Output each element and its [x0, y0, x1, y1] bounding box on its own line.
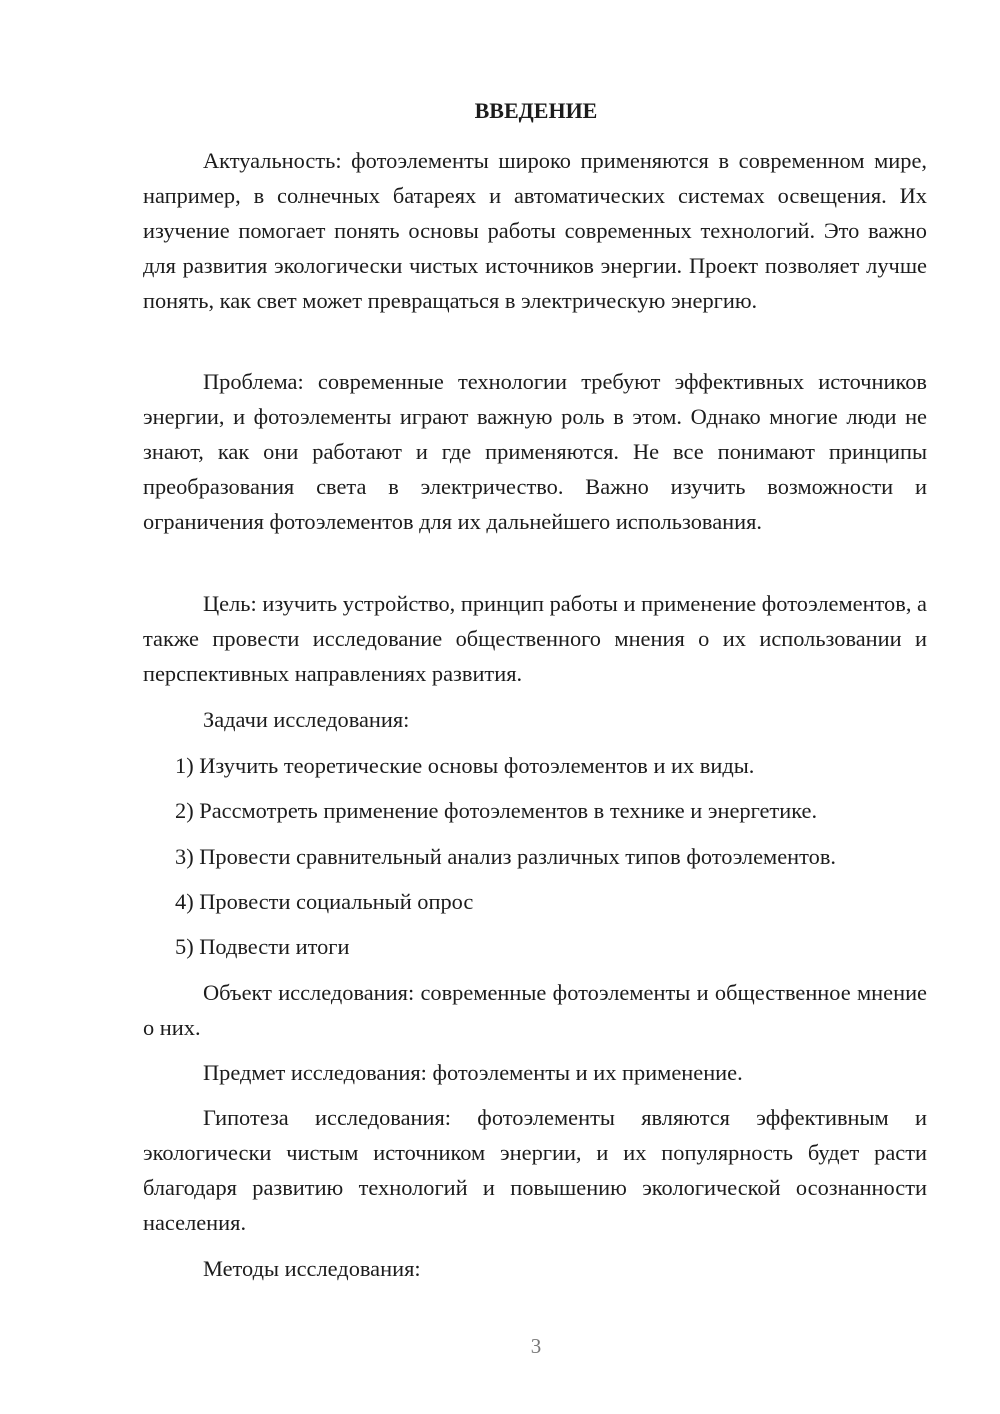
- relevance-paragraph: Актуальность: фотоэлементы широко применяются в современном мире, например, в солнечных батареях и автоматических системах освещения. Их изучение помогает понять основы работы современных технологий. Это важно для развития экологически чистых источников энергии. Проект позволяет лучше понять, как свет может превращаться в электрическую энергию.: [143, 148, 927, 313]
- task-item: 1) Изучить теоретические основы фотоэлементов и их виды.: [175, 753, 755, 778]
- tasks-title: Задачи исследования:: [203, 707, 410, 732]
- problem-paragraph: Проблема: современные технологии требуют эффективных источников энергии, и фотоэлементы играют важную роль в этом. Однако многие люди не знают, как они работают и где применяются. Не все понимают принципы преобразования света в электричество. Важно изучить возможности и ограничения фотоэлементов для их дальнейшего использования.: [143, 369, 927, 534]
- task-item: 5) Подвести итоги: [175, 934, 350, 959]
- section-heading: ВВЕДЕНИЕ: [474, 98, 598, 123]
- subject-paragraph: Предмет исследования: фотоэлементы и их применение.: [203, 1060, 743, 1085]
- goal-paragraph: Цель: изучить устройство, принцип работы и применение фотоэлементов, а также провести исследование общественного мнения о их использовании и перспективных направлениях развития.: [143, 591, 927, 686]
- task-item: 3) Провести сравнительный анализ различных типов фотоэлементов.: [175, 844, 836, 869]
- hypothesis-paragraph: Гипотеза исследования: фотоэлементы являются эффективным и экологически чистым источником энергии, и их популярность будет расти благодаря развитию технологий и повышению экологической осознанности населения.: [143, 1105, 927, 1235]
- task-item: 4) Провести социальный опрос: [175, 889, 474, 914]
- object-paragraph: Объект исследования: современные фотоэлементы и общественное мнение о них.: [143, 980, 927, 1040]
- methods-title: Методы исследования:: [203, 1256, 421, 1281]
- page-number: 3: [530, 1334, 542, 1358]
- task-item: 2) Рассмотреть применение фотоэлементов в технике и энергетике.: [175, 798, 818, 823]
